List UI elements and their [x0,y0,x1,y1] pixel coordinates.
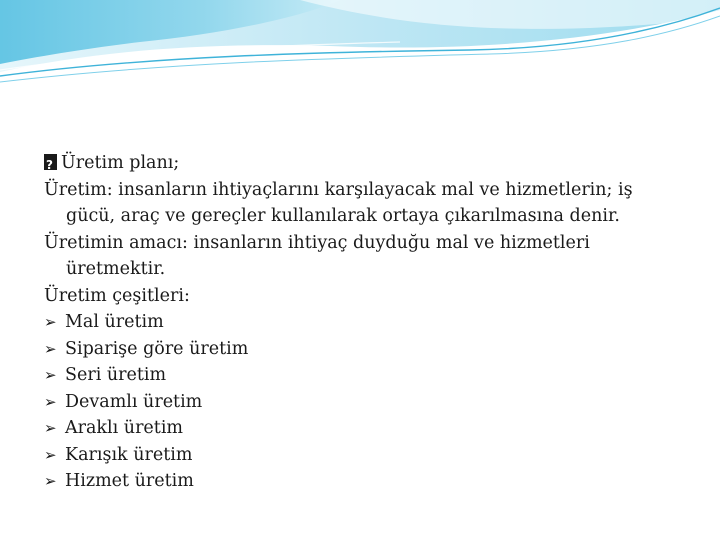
list-item [44,309,684,336]
section-heading [44,150,684,177]
missing-glyph-icon [44,154,57,170]
section-heading-text: Üretim planı; [61,153,180,173]
arrow-bullet-icon: ➢ [44,339,57,358]
types-heading: Üretim çeşitleri: [44,285,190,306]
list-item [44,415,684,442]
list-item-text: Hizmet üretim [65,471,194,491]
header-wave-decoration [0,0,720,90]
list-item [44,389,684,416]
list-item-text: Siparişe göre üretim [65,338,249,359]
list-item [44,362,684,389]
list-item-text: Seri üretim [65,365,167,385]
arrow-bullet-icon: ➢ [44,366,57,384]
list-item-text: Devamlı üretim [65,391,203,412]
arrow-bullet-icon: ➢ [44,472,57,490]
purpose-paragraph: Üretimin amacı: insanların ihtiyaç duyduğu mal ve hizmetleri üretmektir. [44,232,590,279]
list-item-text: Mal üretim [65,312,164,332]
arrow-bullet-icon: ➢ [44,392,57,411]
production-types-list [44,309,684,495]
list-item [44,336,684,363]
slide-body [44,150,684,495]
list-item-text: Araklı üretim [65,418,184,438]
arrow-bullet-icon: ➢ [44,445,57,464]
list-item [44,468,684,495]
arrow-bullet-icon: ➢ [44,313,57,331]
list-item [44,442,684,469]
definition-paragraph: Üretim: insanların ihtiyaçlarını karşılayacak mal ve hizmetlerin; iş gücü, araç ve gereçler kullanılarak ortaya çıkarılmasına denir. [44,179,633,226]
list-item-text: Karışık üretim [65,444,193,465]
arrow-bullet-icon: ➢ [44,419,57,437]
